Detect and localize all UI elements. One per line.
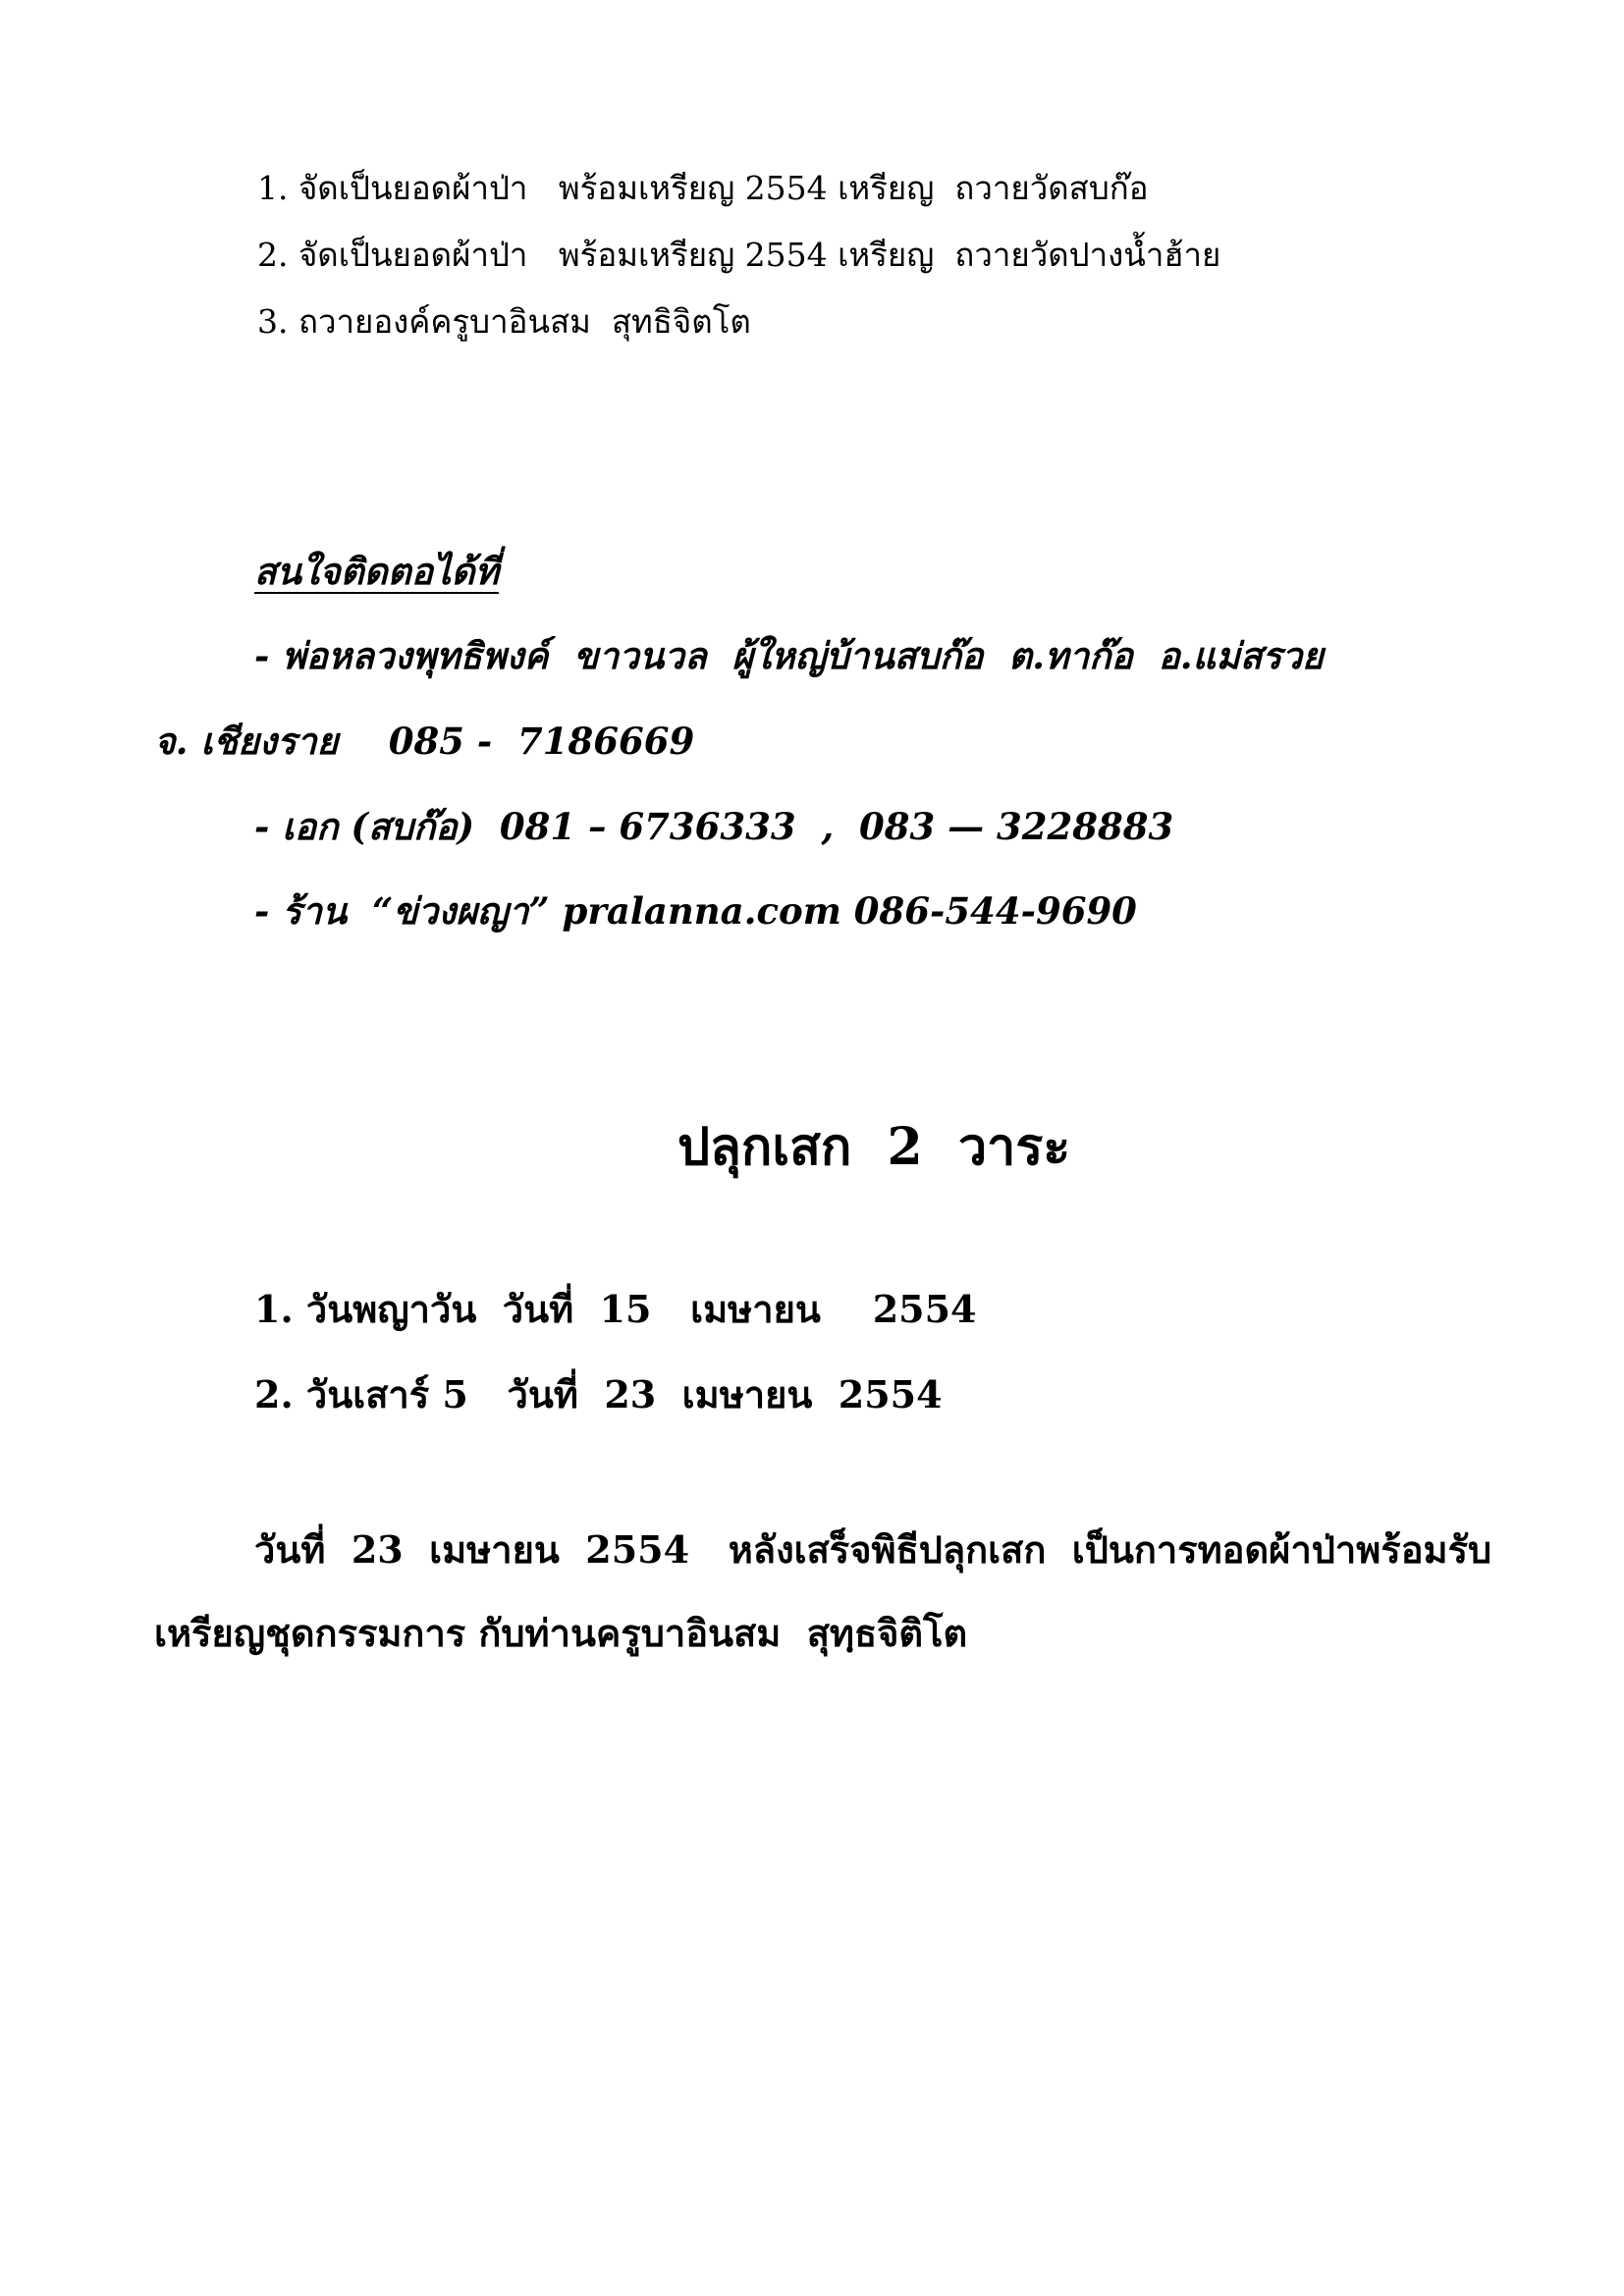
- contact-heading: สนใจติดตอได้ที่: [254, 550, 499, 593]
- contact-line-shop: - ร้าน “ข่วงผญา” pralanna.com 086-544-9690: [254, 889, 1137, 933]
- offering-item-3: 3. ถวายองค์ครูบาอินสม สุทธิจิตโต: [257, 302, 751, 341]
- contact-line-headman: - พ่อหลวงพุทธิพงค์ ขาวนวล ผู้ใหญ่บ้านสบก๊อ ต.ทาก๊อ อ.แม่สรวย: [254, 634, 1324, 677]
- ritual-day-1: 1. วันพญาวัน วันที่ 15 เมษายน 2554: [254, 1287, 977, 1331]
- section-title: ปลุกเสก 2 วาระ: [677, 1117, 1071, 1177]
- offering-item-2: 2. จัดเป็นยอดผ้าป่า พร้อมเหรียญ 2554 เหรียญ ถวายวัดปางน้ำฮ้าย: [257, 236, 1221, 274]
- contact-line-province-phone: จ. เชียงราย 085 - 7186669: [154, 720, 695, 763]
- ritual-day-2: 2. วันเสาร์ 5 วันที่ 23 เมษายน 2554: [254, 1372, 943, 1416]
- paragraph-line-2: เหรียญชุดกรรมการ กับท่านครูบาอินสม สุทฺธจิติโต: [154, 1611, 968, 1655]
- contact-line-ek: - เอก (สบก๊อ) 081 – 6736333 , 083 — 3228883: [254, 805, 1174, 848]
- offering-item-1: 1. จัดเป็นยอดผ้าป่า พร้อมเหรียญ 2554 เหรียญ ถวายวัดสบก๊อ: [257, 169, 1149, 207]
- paragraph-line-1: วันที่ 23 เมษายน 2554 หลังเสร็จพิธีปลุกเสก เป็นการทอดผ้าป่าพร้อมรับ: [254, 1527, 1492, 1572]
